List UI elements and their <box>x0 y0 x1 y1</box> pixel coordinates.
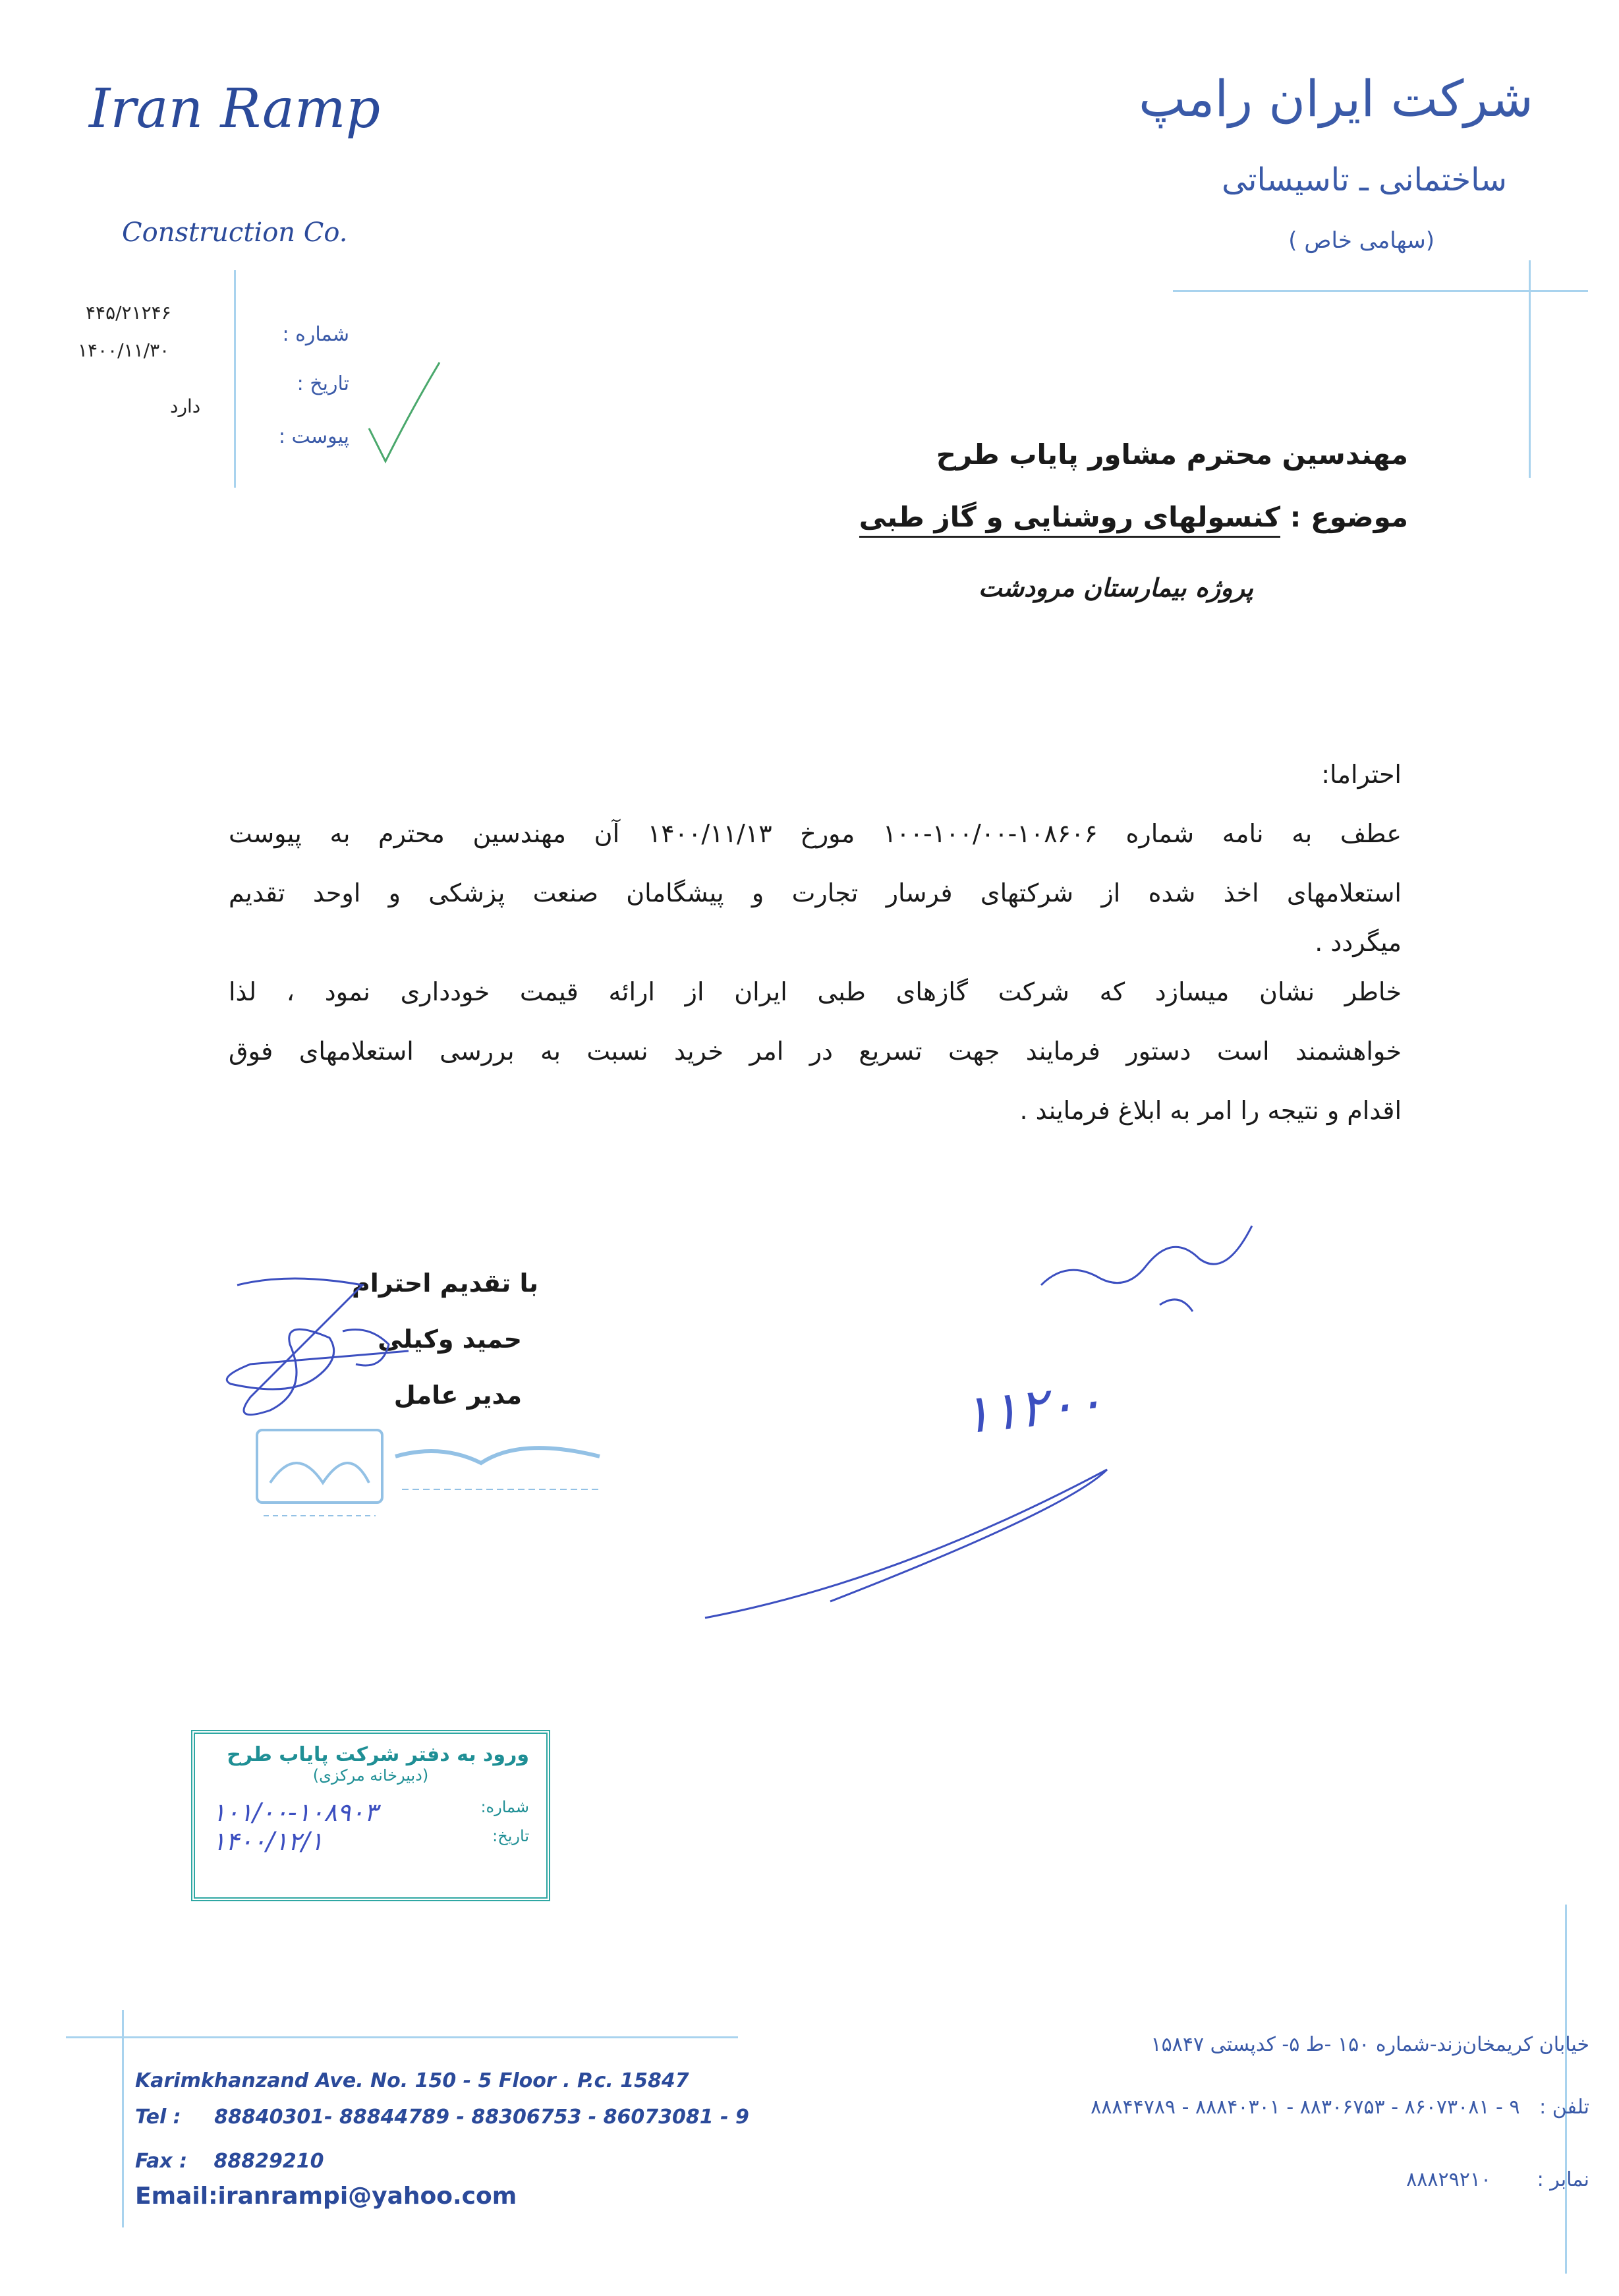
stamp-date-label: تاریخ: <box>492 1827 529 1845</box>
signer-name: حمید وکیلی <box>378 1325 522 1354</box>
footer-tel-fa-value: ۹ - ۸۶۰۷۳۰۸۱ - ۸۸۳۰۶۷۵۳ - ۸۸۸۴۰۳۰۱ - ۸۸۸۴۴۷۸۹ <box>1091 2096 1520 2119</box>
brand-type-fa: (سهامی خاص ) <box>1288 227 1434 254</box>
letter-date-value: ۱۴۰۰/۱۱/۳۰ <box>78 339 170 361</box>
closing: با تقدیم احترام <box>351 1269 538 1298</box>
paragraph-1-line-3: میگردد . <box>1315 928 1402 957</box>
footer-tel-en <box>135 2106 749 2129</box>
company-seal <box>244 1417 626 1535</box>
letter-body <box>229 745 1402 1140</box>
footer-fax-fa-value: ۸۸۸۲۹۲۱۰ <box>1406 2168 1492 2191</box>
footer-fax-fa-label: نمابر : <box>1537 2168 1589 2191</box>
brand-name-fa: شرکت ایران رامپ <box>1138 69 1533 128</box>
attachment-value: دارد <box>170 395 201 417</box>
stamp-number-value: ۱۰۱/۰۰-۱۰۸۹۰۳ <box>212 1798 378 1827</box>
project-name: پروژه بیمارستان مرودشت <box>978 573 1253 602</box>
stamp-title: ورود به دفتر شرکت پایاب طرح <box>227 1743 529 1766</box>
greeting: احتراما: <box>1321 760 1402 789</box>
company-seal-graphic <box>244 1417 626 1535</box>
footer-fax-label: Fax : <box>135 2150 188 2173</box>
stamp-subtitle: (دبیرخانه مرکزی) <box>312 1766 429 1785</box>
left-margin-rule <box>234 270 236 488</box>
letter-date-label: تاریخ : <box>297 372 349 395</box>
subject-label: موضوع : <box>1290 501 1408 533</box>
received-stamp <box>191 1730 550 1901</box>
check-mark-icon <box>366 356 445 468</box>
footer-tel-fa <box>865 2096 1589 2119</box>
handwritten-flourish <box>698 1450 1120 1628</box>
subject-text: کنسولهای روشنایی و گاز طبی <box>859 501 1280 538</box>
letter-number-label: شماره : <box>282 323 349 346</box>
footer-fax-fa <box>1194 2168 1589 2191</box>
footer-fax-value: 88829210 <box>213 2150 324 2173</box>
brand-subtitle-fa: ساختمانی ـ تاسیساتی <box>1222 161 1507 198</box>
brand-name-en: Iran Ramp <box>89 78 381 140</box>
footer-rule-vertical <box>122 2010 124 2227</box>
header-rule-right <box>1173 290 1588 292</box>
footer-rule-vertical-right <box>1565 1905 1567 2274</box>
footer-tel-value: 88840301- 88844789 - 88306753 - 86073081 - 9 <box>214 2106 749 2129</box>
recipient: مهندسین محترم مشاور پایاب طرح <box>936 438 1408 471</box>
footer-tel-fa-label: تلفن : <box>1539 2096 1589 2119</box>
handwritten-note-scribble <box>1028 1206 1265 1325</box>
paragraph-2-line-1: خاطر نشان میسازد که شرکت گازهای طبی ایران از ارائه قیمت خودداری نمود ، لذا <box>229 977 1402 1006</box>
attachment-label: پیوست : <box>278 425 349 448</box>
paragraph-1-line-2: استعلامهای اخذ شده از شرکتهای فرسار تجارت و پیشگامان صنعت پزشکی و اوحد تقدیم <box>229 878 1402 907</box>
handwritten-note-number: ۱۱۲۰۰ <box>959 1370 1107 1446</box>
footer-address-fa: خیابان کریمخان‌زند-شماره ۱۵۰ -ط ۵- کدپستی ۱۵۸۴۷ <box>1150 2033 1589 2056</box>
brand-subtitle-en: Construction Co. <box>122 217 348 248</box>
footer-address-en: Karimkhanzand Ave. No. 150 - 5 Floor . P.c. 15847 <box>135 2069 689 2092</box>
paragraph-2-line-3: اقدام و نتیجه را امر به ابلاغ فرمایند . <box>1019 1096 1402 1125</box>
footer-email[interactable]: Email:iranrampi@yahoo.com <box>135 2183 517 2210</box>
stamp-date-value: ۱۴۰۰/۱۲/۱ <box>212 1827 324 1856</box>
footer-tel-label: Tel : <box>135 2106 181 2129</box>
footer-fax-en <box>135 2150 324 2173</box>
paragraph-1-line-1: عطف به نامه شماره ۱۰۸۶۰۶-۱۰۰/۰۰-۱۰۰ مورخ ۱۴۰۰/۱۱/۱۳ آن مهندسین محترم به پیوست <box>229 819 1402 848</box>
stamp-number-label: شماره: <box>480 1798 529 1816</box>
subject-line <box>552 501 1408 533</box>
letter-number-value: ۴۴۵/۲۱۲۴۶ <box>86 302 171 324</box>
footer-rule-left <box>66 2036 738 2038</box>
paragraph-2-line-2: خواهشمند است دستور فرمایند جهت تسریع در امر خرید نسبت به بررسی استعلامهای فوق <box>229 1037 1402 1066</box>
signer-title: مدیر عامل <box>393 1381 522 1410</box>
header-rule-vertical <box>1529 260 1531 478</box>
